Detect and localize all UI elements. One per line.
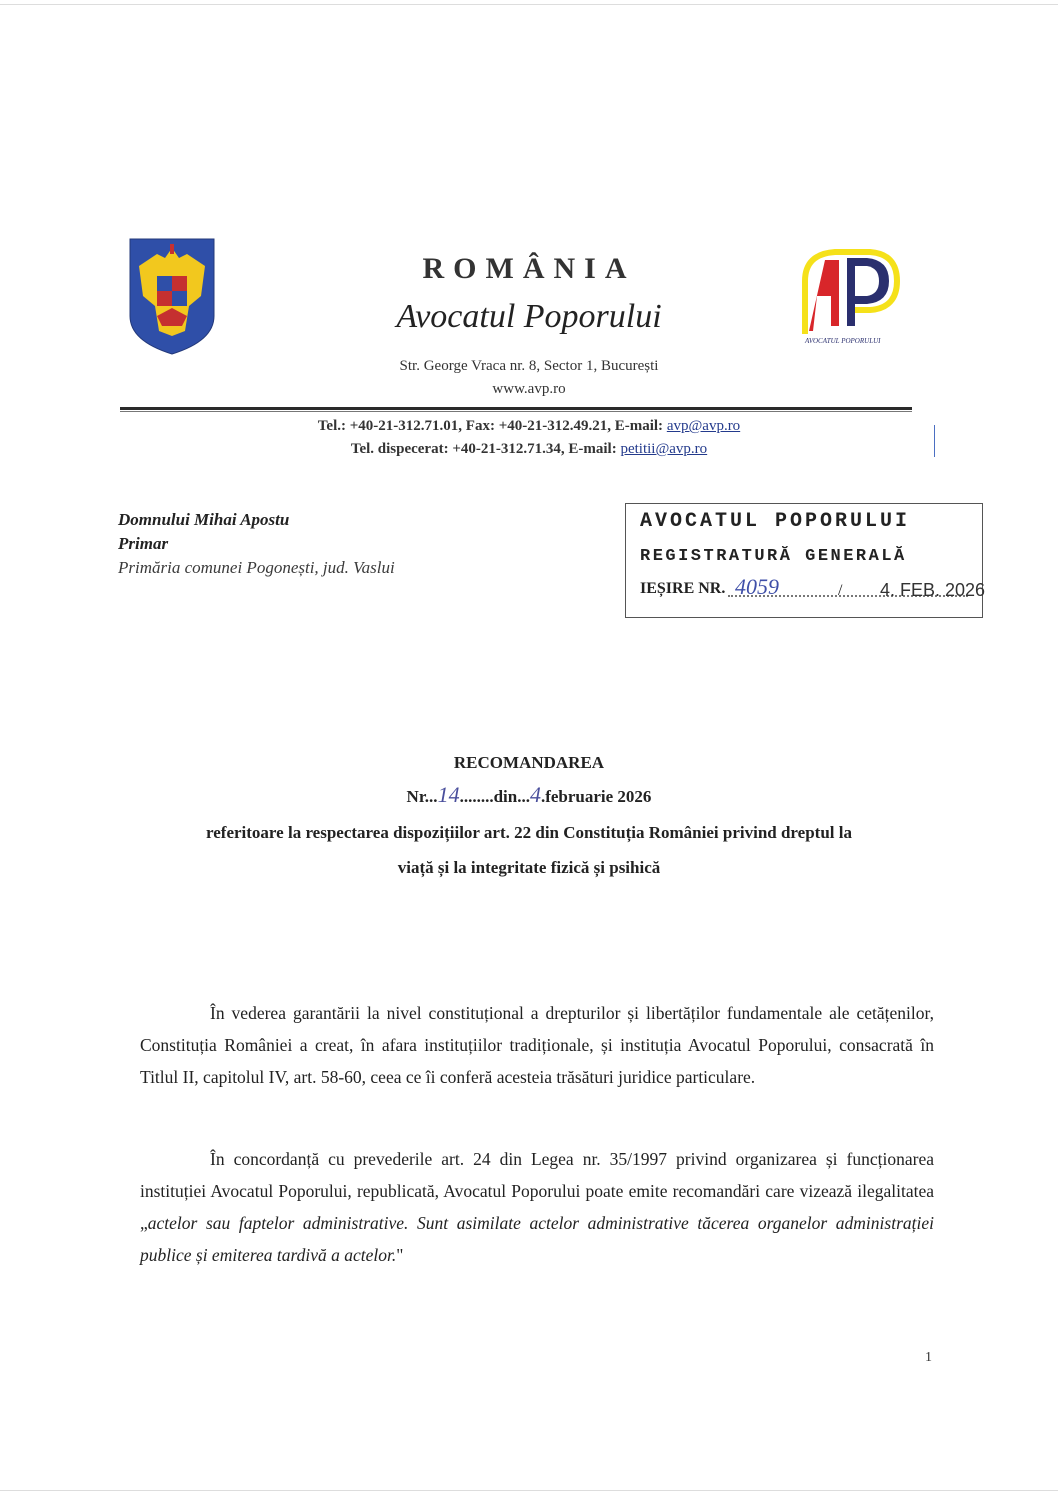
- email-link-avp[interactable]: avp@avp.ro: [666, 418, 741, 434]
- document-number-line: [0, 782, 1058, 808]
- stamp-line-2: REGISTRATURĂ GENERALĂ: [640, 547, 907, 566]
- country-name: ROMÂNIA: [422, 252, 636, 285]
- nr-prefix: Nr...: [406, 787, 438, 806]
- recipient-title: Primar: [118, 534, 169, 553]
- nr-value: 14: [437, 782, 460, 807]
- stamp-exit-number: 4059: [735, 574, 779, 599]
- paragraph-1-text: În vederea garantării la nivel constituțional a drepturilor și libertăților fundamentale ale cetățenilor, Constituția României a creat, în afara instituțiilor tradiționale, și instituția Avocatul Poporului, consacrată în Titlul II, capitolul IV, art. 58-60, ceea ce îi conferă acesteia trăsături juridice particulare.: [140, 1003, 934, 1087]
- scan-edge-bottom: [0, 1490, 1058, 1491]
- nr-suffix: .februarie 2026: [540, 787, 652, 806]
- stamp-separator: /: [838, 582, 843, 599]
- contact-line-1: [0, 418, 1058, 435]
- day-value: 4: [529, 782, 541, 807]
- stamp-line-1: AVOCATUL POPORULUI: [640, 510, 911, 533]
- contact-line-2-text: Tel. dispecerat: +40-21-312.71.34, E-mail:: [350, 441, 621, 457]
- institution-address: Str. George Vraca nr. 8, Sector 1, București: [399, 358, 659, 374]
- paragraph-2-quote: actelor sau faptelor administrative. Sunt asimilate actelor administrative tăcerea organelor administrației publice și emiterea tardivă a actelor.: [140, 1213, 934, 1265]
- body-paragraph-1: [140, 997, 934, 1093]
- paragraph-2-text: În concordanță cu prevederile art. 24 din Legea nr. 35/1997 privind organizarea și funcționarea instituției Avocatul Poporului, republicată, Avocatul Poporului poate emite recomandări care vizează ilegalitatea „: [140, 1149, 934, 1233]
- scan-mark: [934, 425, 935, 457]
- header-divider-thin: [120, 411, 912, 412]
- contact-line-1-text: Tel.: +40-21-312.71.01, Fax: +40-21-312.49.21, E-mail:: [317, 418, 667, 434]
- recipient-institution: Primăria comunei Pogonești, jud. Vaslui: [118, 558, 395, 577]
- page-number: 1: [925, 1350, 932, 1365]
- document-subject-2: viață și la integritate fizică și psihică: [397, 858, 661, 877]
- institution-website[interactable]: www.avp.ro: [492, 381, 566, 397]
- header-divider: [120, 407, 912, 410]
- document-subject-1: referitoare la respectarea dispozițiilor art. 22 din Constituția României privind dreptul la: [206, 823, 852, 842]
- avocatul-poporului-logo-icon: [795, 246, 905, 346]
- stamp-date: 4. FEB. 2026: [880, 580, 986, 600]
- paragraph-2-end: ": [396, 1245, 404, 1265]
- recipient-name: Domnului Mihai Apostu: [118, 510, 290, 529]
- nr-mid: ........din...: [459, 787, 530, 806]
- body-paragraph-2: [140, 1143, 934, 1271]
- email-link-petitii[interactable]: petitii@avp.ro: [620, 441, 708, 457]
- scan-edge-top: [0, 4, 1058, 5]
- stamp-exit-label: IEȘIRE NR.: [640, 580, 726, 597]
- contact-line-2: [0, 441, 1058, 458]
- document-heading: RECOMANDAREA: [453, 753, 605, 772]
- svg-text:AVOCATUL POPORULUI: AVOCATUL POPORULUI: [805, 337, 881, 345]
- institution-name: Avocatul Poporului: [396, 298, 662, 335]
